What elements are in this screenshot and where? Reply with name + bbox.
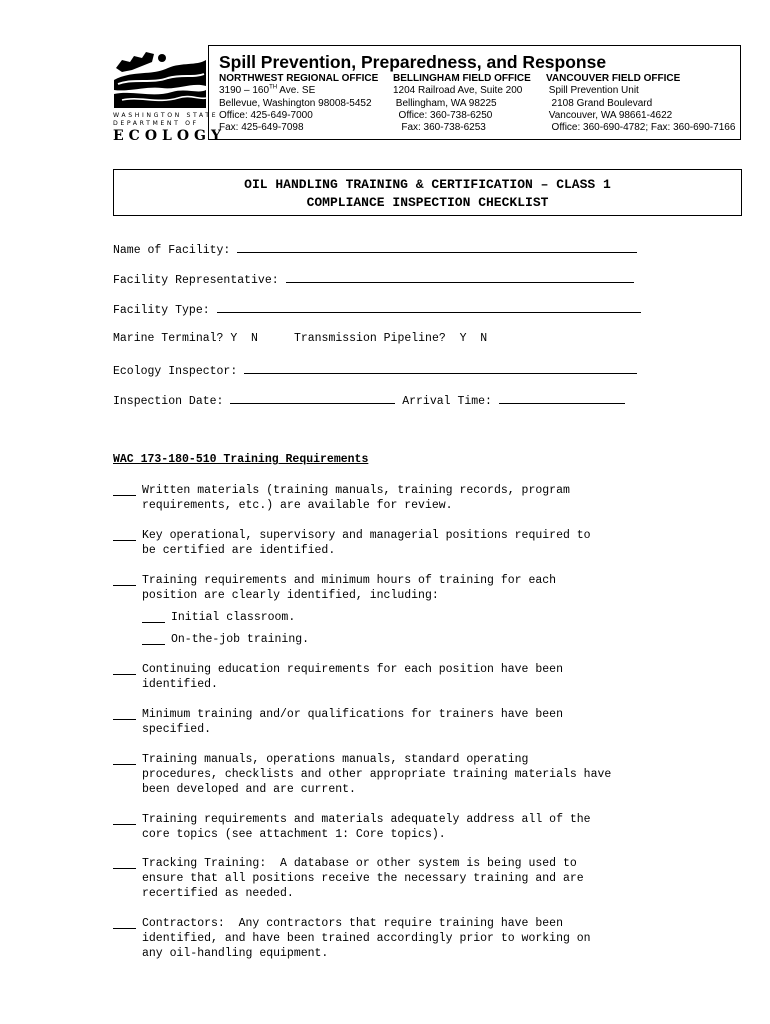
office-name: BELLINGHAM FIELD OFFICE bbox=[393, 73, 531, 84]
check-blank[interactable] bbox=[113, 707, 136, 720]
checklist-item bbox=[113, 707, 563, 737]
facility-rep-field bbox=[113, 271, 634, 288]
checklist-item-text: Training requirements and minimum hours of training for each position are clearly identified, including: bbox=[142, 574, 557, 602]
checklist-item-text: Training requirements and materials adequately address all of the core topics (see attachment 1: Core topics). bbox=[142, 813, 591, 841]
office-city: Vancouver, WA 98661-4622 bbox=[546, 109, 673, 121]
checklist-item-text: Continuing education requirements for each position have been identified. bbox=[142, 663, 563, 691]
pipeline-label[interactable]: Transmission Pipeline? Y N bbox=[293, 332, 488, 345]
office-name: NORTHWEST REGIONAL OFFICE bbox=[219, 73, 379, 84]
check-blank[interactable] bbox=[113, 856, 136, 869]
facility-name-field bbox=[113, 241, 637, 258]
checklist-item-text: Contractors: Any contractors that require training have been identified, and have been trained accordingly prior to working on any oil-handling equipment. bbox=[142, 917, 591, 960]
office-street: 1204 Railroad Ave, Suite 200 bbox=[393, 85, 523, 97]
inspection-date-field bbox=[113, 392, 625, 409]
ecology-inspector-field bbox=[113, 362, 637, 379]
ecology-inspector-blank[interactable] bbox=[244, 362, 637, 374]
checklist-item-text: Key operational, supervisory and managerial positions required to be certified are identified. bbox=[142, 529, 591, 557]
check-blank[interactable] bbox=[142, 610, 165, 623]
checklist-item bbox=[113, 916, 591, 961]
check-blank[interactable] bbox=[113, 483, 136, 496]
check-blank[interactable] bbox=[113, 916, 136, 929]
arrival-time-blank[interactable] bbox=[499, 392, 625, 404]
checklist-item bbox=[113, 752, 611, 797]
logo-line-ecology: ECOLOGY bbox=[113, 128, 226, 144]
facility-rep-blank[interactable] bbox=[286, 271, 634, 283]
check-blank[interactable] bbox=[142, 632, 165, 645]
logo-line-department: DEPARTMENT OF bbox=[113, 120, 199, 127]
checklist-item-text: Written materials (training manuals, training records, program requirements, etc.) are available for review. bbox=[142, 484, 570, 512]
checklist-item bbox=[113, 856, 584, 901]
checklist-title-line2: COMPLIANCE INSPECTION CHECKLIST bbox=[306, 195, 549, 210]
checklist-item bbox=[113, 812, 591, 842]
office-bellingham bbox=[393, 73, 531, 134]
office-city: Bellevue, Washington 98008-5452 bbox=[219, 97, 372, 109]
office-phone: Office: 360-738-6250 bbox=[393, 109, 493, 121]
office-street: 2108 Grand Boulevard bbox=[546, 97, 653, 109]
facility-type-field bbox=[113, 301, 641, 318]
inspection-date-label: Inspection Date: bbox=[113, 395, 231, 408]
checklist-item bbox=[113, 662, 563, 692]
office-phones: Office: 360-690-4782; Fax: 360-690-7166 bbox=[546, 122, 736, 134]
inspection-date-blank[interactable] bbox=[230, 392, 395, 404]
office-phone: Office: 425-649-7000 bbox=[219, 109, 313, 121]
facility-name-label: Name of Facility: bbox=[113, 244, 238, 257]
terminal-pipeline-field bbox=[113, 332, 487, 346]
marine-terminal-label[interactable]: Marine Terminal? Y N bbox=[113, 332, 258, 345]
checklist-title-box bbox=[113, 169, 742, 216]
checklist-title-line1: OIL HANDLING TRAINING & CERTIFICATION – CLASS 1 bbox=[244, 177, 611, 192]
facility-rep-label: Facility Representative: bbox=[113, 274, 286, 287]
check-blank[interactable] bbox=[113, 752, 136, 765]
office-fax: Fax: 425-649-7098 bbox=[219, 122, 304, 134]
office-city: Bellingham, WA 98225 bbox=[393, 97, 497, 109]
check-blank[interactable] bbox=[113, 573, 136, 586]
checklist-subitem bbox=[142, 610, 295, 625]
checklist-subitem bbox=[142, 632, 309, 647]
office-street bbox=[219, 85, 378, 97]
section-heading: WAC 173-180-510 Training Requirements bbox=[113, 453, 369, 466]
checklist-item-text: Minimum training and/or qualifications for trainers have been specified. bbox=[142, 708, 563, 736]
logo-wordmark bbox=[113, 112, 226, 144]
ecology-inspector-label: Ecology Inspector: bbox=[113, 365, 245, 378]
facility-name-blank[interactable] bbox=[237, 241, 637, 253]
office-unit: Spill Prevention Unit bbox=[546, 85, 639, 97]
check-blank[interactable] bbox=[113, 528, 136, 541]
checklist-item-text: On-the-job training. bbox=[171, 633, 310, 646]
office-fax: Fax: 360-738-6253 bbox=[393, 122, 486, 134]
check-blank[interactable] bbox=[113, 812, 136, 825]
check-blank[interactable] bbox=[113, 662, 136, 675]
facility-type-blank[interactable] bbox=[217, 301, 641, 313]
logo-line-state: WASHINGTON STATE bbox=[113, 112, 219, 119]
office-name: VANCOUVER FIELD OFFICE bbox=[546, 73, 681, 84]
checklist-item bbox=[113, 528, 591, 558]
street-number: 3190 – 160 bbox=[219, 85, 270, 97]
checklist-item-text: Training manuals, operations manuals, standard operating procedures, checklists and other appropriate training materials have been developed and are current. bbox=[142, 753, 612, 796]
street-ordinal: TH bbox=[269, 84, 278, 91]
office-vancouver bbox=[546, 73, 735, 134]
arrival-time-label: Arrival Time: bbox=[395, 395, 499, 408]
facility-type-label: Facility Type: bbox=[113, 304, 217, 317]
checklist-item bbox=[113, 573, 556, 603]
checklist-item-text: Tracking Training: A database or other system is being used to ensure that all positions receive the necessary training and are recertified as needed. bbox=[142, 857, 584, 900]
office-northwest bbox=[219, 73, 378, 134]
street-name: Ave. SE bbox=[277, 85, 316, 97]
program-title: Spill Prevention, Preparedness, and Response bbox=[219, 52, 607, 72]
checklist-item-text: Initial classroom. bbox=[171, 611, 296, 624]
checklist-item bbox=[113, 483, 570, 513]
